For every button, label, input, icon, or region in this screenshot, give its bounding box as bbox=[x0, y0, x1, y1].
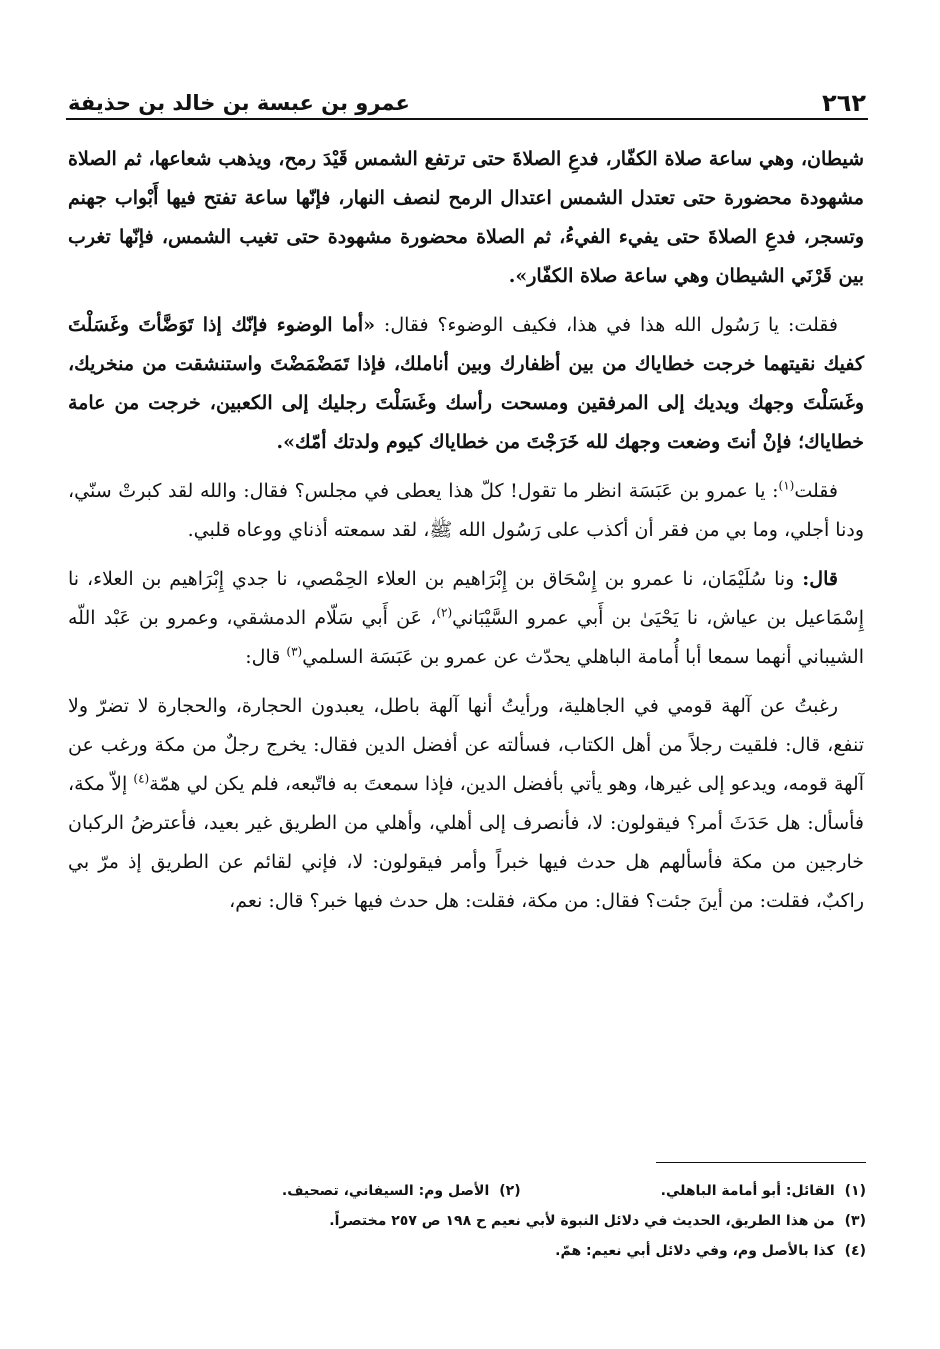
footnote-3-text: من هذا الطريق، الحديث في دلائل النبوة لأبي نعيم ح ١٩٨ ص ٢٥٧ مختصراً. bbox=[329, 1213, 835, 1229]
main-text bbox=[68, 140, 864, 931]
footnote-2 bbox=[282, 1176, 521, 1206]
footnote-3-number: (٣) bbox=[844, 1213, 866, 1229]
paragraph-4-part-a: ونا سُلَيْمَان، نا عمرو بن إِسْحَاق بن إِبْرَاهيم بن العلاء الحِمْصي، نا جدي إِبْرَاهيم بن العلاء، نا إِسْمَاعيل بن عياش، نا يَحْيَىٰ بن أَبي عمرو السَّيْبَاني bbox=[68, 568, 865, 629]
paragraph-2-lead: فقلت: يا رَسُول الله هذا في هذا، فكيف الوضوء؟ فقال: bbox=[375, 314, 838, 336]
footnote-ref-4: (٤) bbox=[133, 771, 150, 786]
running-title: عمرو بن عبسة بن خالد بن حذيفة bbox=[68, 91, 410, 115]
footnote-row-2 bbox=[68, 1206, 866, 1236]
paragraph-5-part-a: رغبتُ عن آلهة قومي في الجاهلية، ورأيتُ أنها آلهة باطل، يعبدون الحجارة، والحجارة لا تضرّ ولا تنفع، قال: فلقيت رجلاً من أهل الكتاب، فسألته عن أفضل الدين فقال: يخرج رجلٌ من مكة ورغب عن آلهة قومه، ويدعو إلى غيرها، وهو يأتي بأفضل الدين، فإذا سمعتَ به فاتّبعه، فلم يكن لي همّة bbox=[68, 695, 864, 795]
paragraph-2 bbox=[68, 306, 864, 462]
paragraph-3 bbox=[68, 472, 864, 550]
page-number: ٢٦٢ bbox=[822, 89, 866, 117]
paragraph-4 bbox=[68, 560, 864, 677]
footnote-spacer bbox=[521, 1176, 661, 1206]
footnote-4-text: كذا بالأصل وم، وفي دلائل أبي نعيم: همّ. bbox=[555, 1243, 835, 1259]
footnote-rule bbox=[656, 1162, 866, 1163]
footnote-3 bbox=[329, 1206, 866, 1236]
footnote-2-number: (٢) bbox=[499, 1183, 521, 1199]
paragraph-3-rest: : يا عمرو بن عَبَسَة انظر ما تقول! كلّ هذا يعطى في مجلس؟ فقال: والله لقد كبرتْ سنّي، ودنا أجلي، وما بي من فقر أن أكذب على رَسُول الله ﷺ، لقد سمعته أذناي ووعاه قلبي. bbox=[68, 480, 864, 541]
footnote-ref-1: (١) bbox=[778, 478, 795, 493]
footnote-row-1 bbox=[68, 1176, 866, 1206]
paragraph-1-text: شيطان، وهي ساعة صلاة الكفّار، فدعِ الصلاةَ حتى ترتفع الشمس قَيْدَ رمح، ويذهب شعاعها، ثم الصلاة مشهودة محضورة حتى تعتدل الشمس اعتدال الرمح لنصف النهار، فإنّها ساعة تفتح فيها أَبْواب جهنم وتسجر، فدعِ الصلاةَ حتى يفيء الفيءُ، ثم الصلاة محضورة مشهودة حتى تغيب الشمس، فإنّها تغرب بين قَرْنَي الشيطان وهي ساعة صلاة الكفّار». bbox=[68, 148, 864, 287]
footnote-1-number: (١) bbox=[844, 1183, 866, 1199]
paragraph-3-start: فقلت bbox=[794, 480, 838, 502]
page-header bbox=[68, 78, 866, 118]
footnote-1 bbox=[661, 1176, 866, 1206]
paragraph-1 bbox=[68, 140, 864, 296]
footnote-row-3 bbox=[68, 1236, 866, 1266]
paragraph-5-part-b: إلاّ مكة، فأسأل: هل حَدَثَ أمر؟ فيقولون: لا، فأنصرف إلى أهلي، وأهلي من الطريق غير بعيد، فأعترضُ الركبان خارجين من مكة فأسألهم هل حدث فيها خبراً وأمر فيقولون: لا، فإني لقائم عن الطريق إذ مرّ بي راكبٌ، فقلت: من أينَ جئت؟ فقال: من مكة، فقلت: هل حدث فيها خبر؟ قال: نعم، bbox=[68, 773, 864, 912]
paragraph-4-lead: قال: bbox=[802, 568, 838, 590]
header-rule bbox=[66, 118, 868, 120]
paragraph-5 bbox=[68, 687, 864, 921]
paragraph-2-quote: «أما الوضوء فإنّك إذا تَوَضَّأتَ وغَسَلْتَ كفيك نقيتهما خرجت خطاياك من بين أظفارك وبين أناملك، فإذا تَمَضْمَضْتَ واستنشقت من منخريك، وغَسَلْتَ وجهك ويديك إلى المرفقين ومسحت رأسك وغَسَلْتَ رجليك إلى الكعبين، خرجت من عامة خطاياك؛ فإنْ أنتَ وضعت وجهك لله خَرَجْتَ من خطاياك كيوم ولدتك أمّك». bbox=[68, 314, 864, 453]
paragraph-4-part-b: ، عَن أَبي سَلّام الدمشقي، وعمرو بن عَبْد اللّه الشيباني أنهما سمعا أبا أُمامة الباهلي يحدّث عن عمرو بن عَبَسَة السلمي bbox=[68, 607, 864, 668]
footnote-ref-2: (٢) bbox=[436, 605, 453, 620]
footnote-4 bbox=[555, 1236, 866, 1266]
footnote-2-text: الأصل وم: السيفاني، تصحيف. bbox=[281, 1183, 490, 1199]
footnote-ref-3: (٣) bbox=[286, 644, 303, 659]
paragraph-4-part-c: قال: bbox=[245, 646, 287, 668]
footnote-4-number: (٤) bbox=[844, 1243, 866, 1259]
footnote-1-text: القائل: أبو أمامة الباهلي. bbox=[660, 1183, 835, 1199]
footnotes bbox=[68, 1176, 866, 1266]
